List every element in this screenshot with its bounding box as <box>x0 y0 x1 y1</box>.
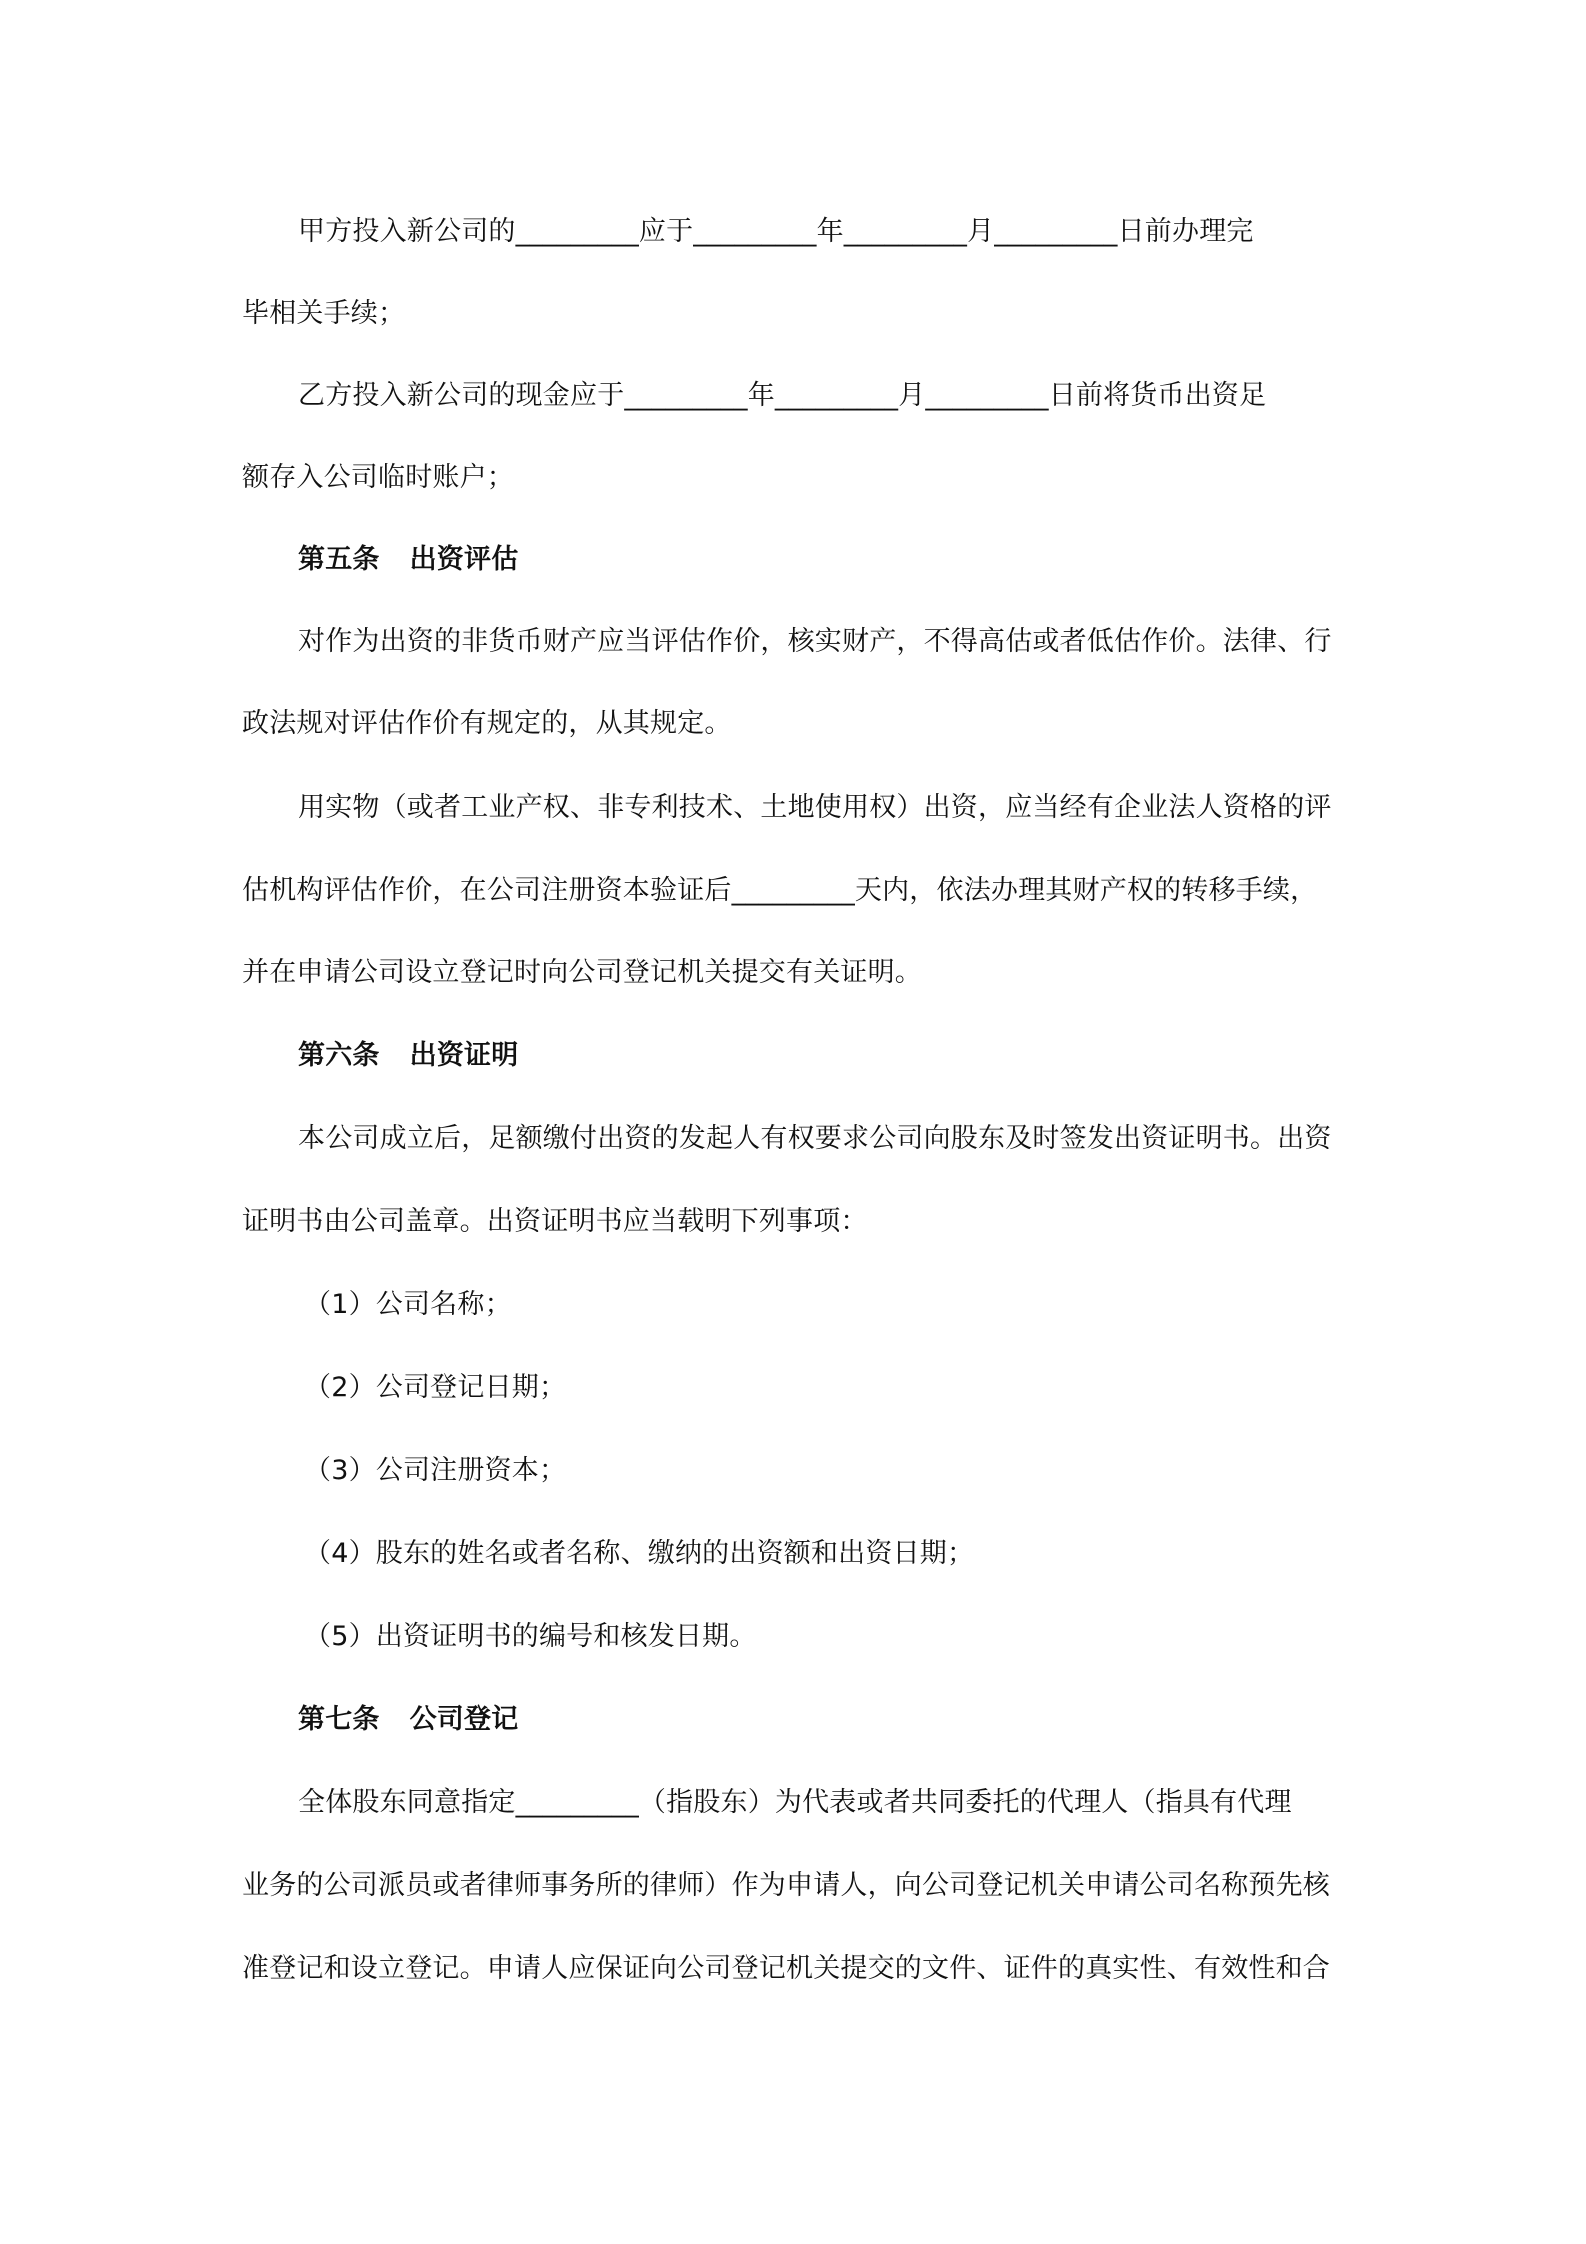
paragraph-line: 甲方投入新公司的_________应于_________年_________月_________日前办理完 <box>298 216 1254 247</box>
paragraph-line: 乙方投入新公司的现金应于_________年_________月_________日前将货币出资足 <box>298 380 1267 411</box>
section-heading-6 <box>242 1036 1412 1076</box>
section-title: 出资评估 <box>409 544 519 575</box>
list-item: （4）股东的姓名或者名称、缴纳的出资额和出资日期； <box>304 1538 975 1569</box>
paragraph-line: 本公司成立后，足额缴付出资的发起人有权要求公司向股东及时签发出资证明书。出资 <box>298 1123 1332 1154</box>
section-heading-5 <box>242 540 1412 580</box>
paragraph-line: 全体股东同意指定_________（指股东）为代表或者共同委托的代理人（指具有代理 <box>298 1787 1292 1818</box>
paragraph-line: 对作为出资的非货币财产应当评估作价，核实财产，不得高估或者低估作价。法律、行 <box>298 626 1332 657</box>
section-title: 出资证明 <box>409 1040 519 1071</box>
paragraph-line: 额存入公司临时账户； <box>242 462 514 493</box>
section-title: 公司登记 <box>409 1704 519 1735</box>
list-item: （5）出资证明书的编号和核发日期。 <box>304 1621 757 1652</box>
section-heading-7 <box>242 1700 1412 1740</box>
paragraph-line: 证明书由公司盖章。出资证明书应当载明下列事项： <box>242 1206 868 1237</box>
list-item: （1）公司名称； <box>304 1289 512 1320</box>
paragraph-line: 估机构评估作价，在公司注册资本验证后_________天内，依法办理其财产权的转移手续， <box>242 875 1318 906</box>
list-item: （2）公司登记日期； <box>304 1372 567 1403</box>
paragraph-line: 政法规对评估作价有规定的，从其规定。 <box>242 708 732 739</box>
section-number: 第六条 <box>298 1040 380 1071</box>
document-page <box>242 0 1356 2244</box>
section-number: 第七条 <box>298 1704 380 1735</box>
list-item: （3）公司注册资本； <box>304 1455 567 1486</box>
paragraph-line: 准登记和设立登记。申请人应保证向公司登记机关提交的文件、证件的真实性、有效性和合 <box>242 1953 1330 1984</box>
paragraph-line: 并在申请公司设立登记时向公司登记机关提交有关证明。 <box>242 957 922 988</box>
paragraph-line: 业务的公司派员或者律师事务所的律师）作为申请人，向公司登记机关申请公司名称预先核 <box>242 1870 1330 1901</box>
section-number: 第五条 <box>298 544 380 575</box>
paragraph-line: 用实物（或者工业产权、非专利技术、土地使用权）出资，应当经有企业法人资格的评 <box>298 792 1332 823</box>
paragraph-line: 毕相关手续； <box>242 298 406 329</box>
